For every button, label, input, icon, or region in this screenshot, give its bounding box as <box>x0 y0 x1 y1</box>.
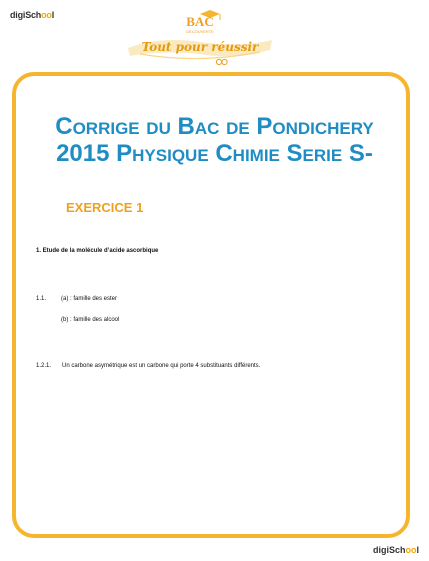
bac-banner-logo <box>120 6 280 72</box>
banner-slogan-text: Tout pour réussir <box>141 40 259 54</box>
question-1-1-answer-a: (a) : famille des ester <box>61 296 118 302</box>
document-title-line2: 2015 Physique Chimie Serie S- <box>56 140 373 167</box>
digischool-logo-top: digiSchool <box>10 10 55 20</box>
question-1-1-answer-b: (b) : famille des alcool <box>61 317 120 323</box>
exercise-heading: EXERCICE 1 <box>66 200 144 215</box>
banner-bac-text: BAC <box>186 14 214 29</box>
question-1-1-number: 1.1. <box>36 296 47 302</box>
question-1-2-1-text: Un carbone asymétrique est un carbone qui porte 4 substituants différents. <box>62 363 261 369</box>
section-title: 1. Etude de la molécule d’acide ascorbique <box>36 248 159 254</box>
banner-sub-text: DÉCOUVERTE <box>186 29 214 34</box>
digischool-logo-bottom: digiSchool <box>372 545 419 555</box>
question-1-2-1-number: 1.2.1. <box>36 363 52 369</box>
document-title-line1: Corrige du Bac de Pondichery <box>55 113 374 140</box>
banner-oo-icon <box>216 59 227 64</box>
